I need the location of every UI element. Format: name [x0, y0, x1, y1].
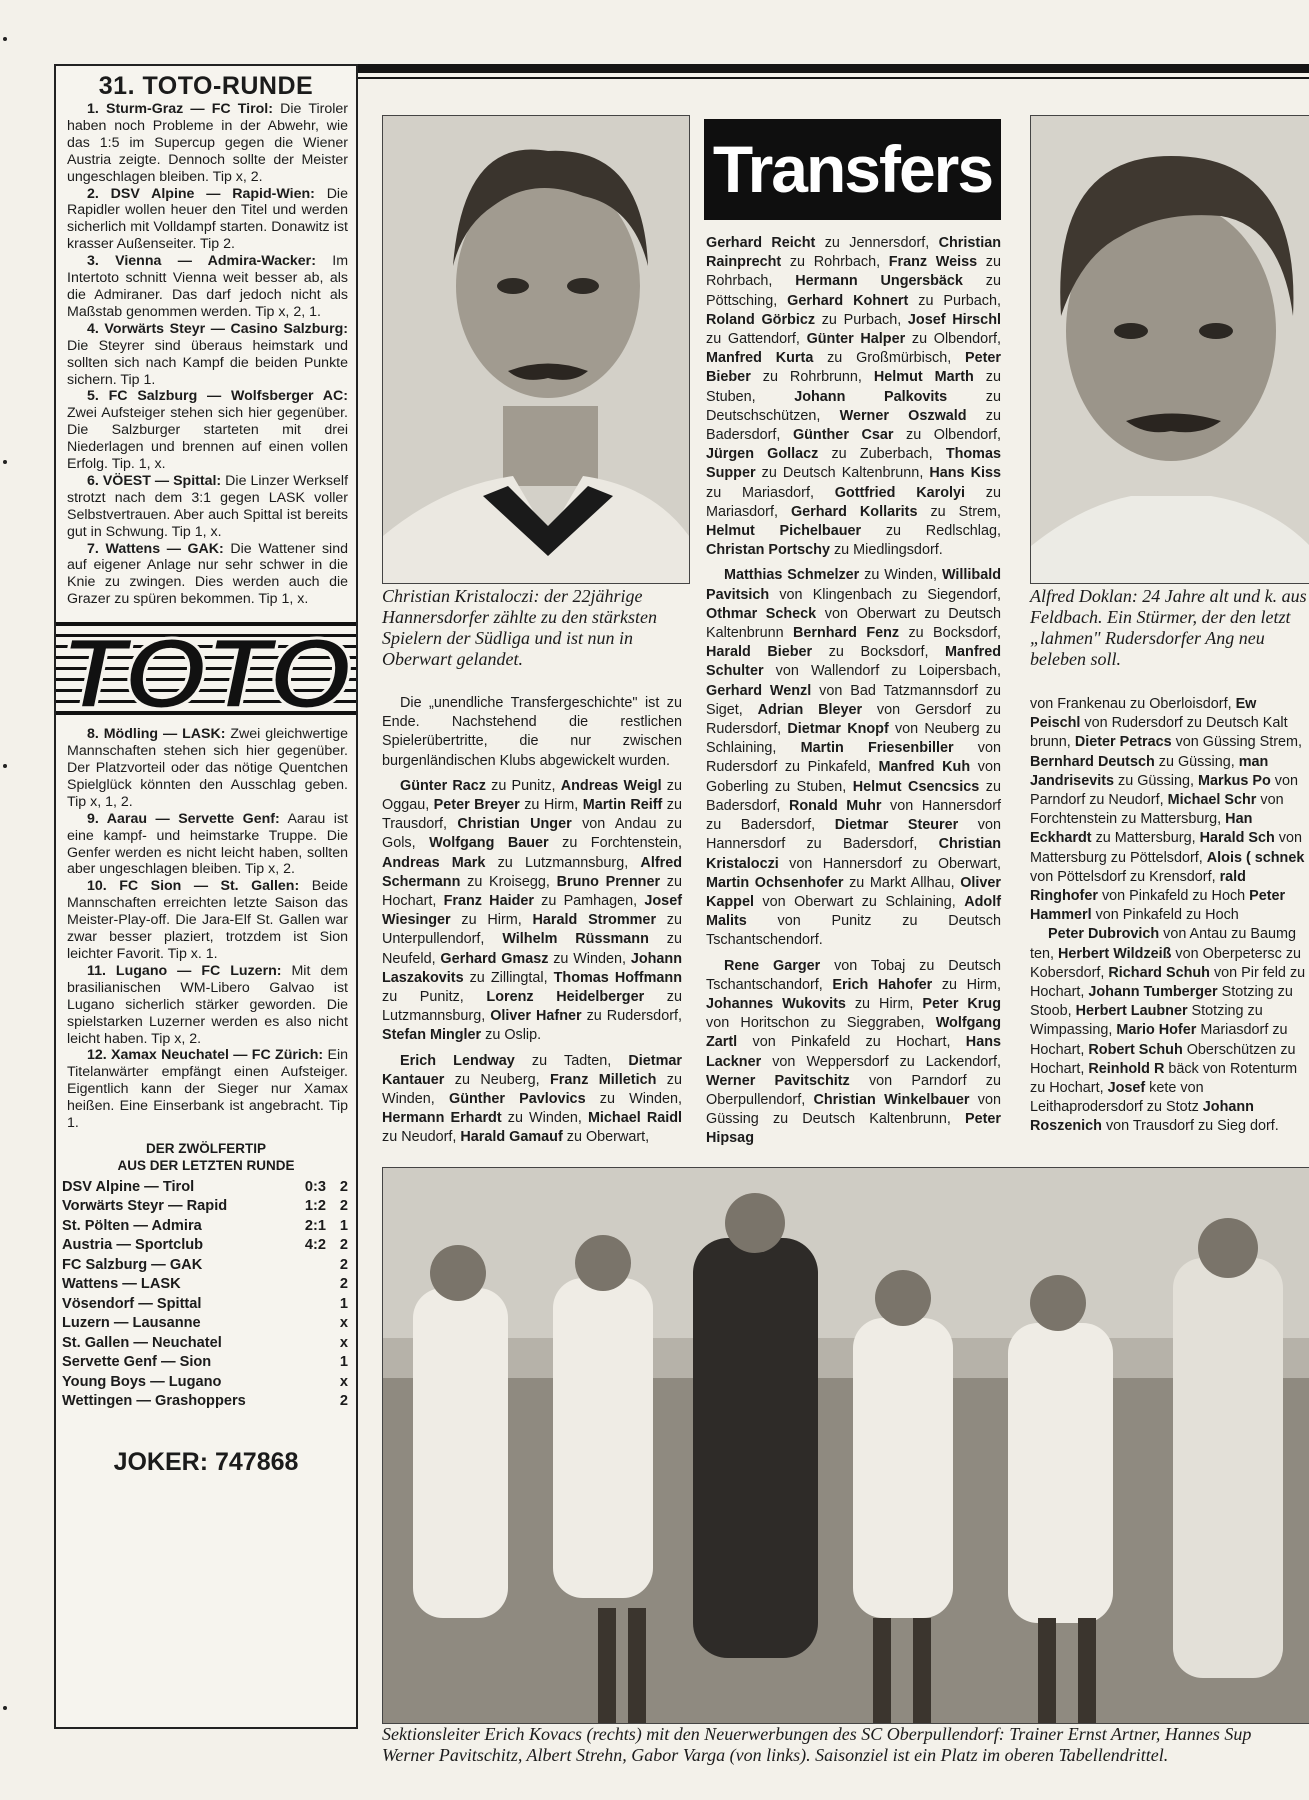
player-name: Hermann Erhardt — [382, 1110, 502, 1127]
zwoelfertip-row — [56, 1217, 356, 1237]
team-caption-line-1: Sektionsleiter Erich Kovacs (rechts) mit den Neuerwerbungen des SC Oberpullendorf: Trainer Ernst Artner, Hannes Sup — [382, 1724, 1252, 1744]
toto-game-text: Ein Titelanwärter empfängt einen Aufsteiger. Eigentlich kann der Sieger nur Xamax heißen. Eine Einserbank ist angebracht. Tip 1. — [67, 1047, 348, 1132]
zwoelfertip-score — [284, 1392, 326, 1412]
zwoelfertip-heading — [56, 1140, 356, 1174]
toto-game — [67, 963, 348, 1048]
toto-game-text: Die Steyrer sind überaus heimstark und sollten sich nach Kampf die beiden Punkte sichern. Tip 1. — [67, 337, 348, 388]
player-name: Hermann Ungersbäck — [795, 273, 963, 290]
player-name: Martin Reiff — [582, 797, 663, 814]
toto-game-text: Aarau ist eine kampf- und heimstarke Truppe. Die Genfer werden es nicht leicht haben, sollten aber ungeschlagen bleiben. Tip x, 2. — [67, 810, 348, 878]
toto-games-top — [56, 101, 356, 608]
player-name: Martin Friesenbiller — [800, 740, 954, 757]
player-name: Harald Bieber — [706, 644, 813, 661]
zwoelfertip-row — [56, 1197, 356, 1217]
player-name: Dietmar Kantauer — [382, 1052, 682, 1088]
toto-game-label: 8. Mödling — LASK: — [87, 726, 226, 743]
toto-logo-text: TOTO — [61, 618, 351, 721]
player-name: Stefan Mingler — [382, 1027, 482, 1044]
team-photo — [382, 1167, 1309, 1724]
joker-number: JOKER: 747868 — [113, 1447, 299, 1476]
player-name: rald Ringhofer — [1030, 868, 1246, 905]
player-name: Harald Gamauf — [460, 1129, 563, 1146]
player-name: Markus Po — [1197, 772, 1271, 789]
zwoelfertip-title-1: DER ZWÖLFERTIP — [146, 1140, 266, 1156]
toto-game-label: 6. VÖEST — Spittal: — [87, 472, 222, 489]
player-name: Alois ( — [1206, 849, 1251, 866]
zwoelfertip-row — [56, 1334, 356, 1354]
zwoelfertip-match: Vösendorf — Spittal — [62, 1295, 202, 1312]
zwoelfertip-match: Wattens — LASK — [62, 1276, 181, 1293]
caption-kristaloczi: Christian Kristaloczi: der 22jährige Hannersdorfer zählte zu den stärksten Spielern der Südliga und ist nun in Oberwart gelandet. — [382, 586, 657, 669]
toto-game-text: Zwei Aufsteiger stehen sich hier gegenüber. Die Salzburger starteten mit drei Niederlagen und brennen auf einen vollen Erfolg. Tip. 1, x. — [67, 405, 348, 473]
player-name: Eckhardt — [1030, 830, 1092, 847]
player-name: Mario Hofer — [1116, 1022, 1197, 1039]
toto-game-text: Im Intertoto schnitt Vienna weit besser ab, als die Admiraner. Das darf jedoch nicht als Maßstab genommen werden. Tip x, 2, 1. — [67, 253, 349, 320]
player-name: Peter Breyer — [433, 797, 520, 814]
player-name: Hans Lackner — [706, 1034, 1001, 1070]
player-name: Peter Bieber — [706, 350, 1001, 386]
toto-logo — [56, 616, 356, 720]
player-name: Erich Hahofer — [832, 976, 933, 993]
player-name: Oliver Hafner — [490, 1008, 582, 1025]
player-name: Johann Tumberger — [1088, 984, 1218, 1001]
toto-game-text: Die Wattener sind auf eigener Anlage nur sehr schwer in die Knie zu zwingen. Dies werden auch die Grazer zu spüren bekommen. Tip 1, x. — [67, 540, 348, 608]
player-name: Gerhard Reicht — [706, 235, 816, 251]
player-name: Ew — [1235, 696, 1257, 712]
transfer-column-2 — [706, 234, 1001, 1149]
toto-column — [54, 64, 358, 1729]
player-name: Peter Dubrovich — [1048, 926, 1160, 943]
toto-game-text: Die Tiroler haben noch Probleme in der Abwehr, wie das 1:5 im Supercup gegen die Wiener Austria zeigte. Dennoch sollte der Meister ungeschlagen bleiben. Tip x, 2. — [67, 101, 348, 185]
transfer-column-3 — [1030, 695, 1309, 1137]
player-name: Othmar Scheck — [706, 605, 817, 622]
team-photo-graphic — [383, 1168, 1309, 1723]
zwoelfertip-match: Vorwärts Steyr — Rapid — [62, 1198, 228, 1215]
zwoelfertip-score: 4:2 — [304, 1237, 326, 1254]
player-name: Peischl — [1030, 715, 1081, 732]
player-name: Wolfgang Zartl — [706, 1015, 1001, 1051]
team-caption — [382, 1724, 1309, 1766]
player-name: Johann Palkovits — [794, 388, 948, 405]
portrait-graphic — [1031, 116, 1309, 583]
zwoelfertip-match: FC Salzburg — GAK — [62, 1256, 203, 1273]
toto-game — [67, 878, 348, 963]
player-name: Gerhard Kohnert — [787, 292, 909, 309]
toto-game-label: 3. Vienna — Admira-Wacker: — [87, 253, 316, 270]
player-name: Manfred Schulter — [706, 644, 1002, 680]
toto-game-label: 12. Xamax Neuchatel — FC Zürich: — [87, 1047, 324, 1064]
toto-game-label: 10. FC Sion — St. Gallen: — [87, 878, 300, 895]
zwoelfertip-tip: 1 — [339, 1217, 348, 1234]
player-name: Dietmar Knopf — [787, 721, 889, 738]
player-name: schnek — [1254, 849, 1305, 866]
player-name: Gerhard Wenzl — [706, 682, 812, 699]
player-name: Bruno Prenner — [556, 873, 661, 890]
zwoelfertip-row — [56, 1236, 356, 1256]
player-name: Helmut Marth — [873, 369, 974, 386]
zwoelfertip-match: Young Boys — Lugano — [62, 1373, 222, 1390]
transfer-paragraph: Peter Dubrovich von Antau zu Baumg ten, Herbert Wildzeiß von Oberpetersc zu Kobersdorf, Richard Schuh von Pir feld zu Hochart, Johann Tumberger Stotzing zu Stoob, Herbert Laubner Stotzing zu Wimpassing, Mario Hofer Mariasdorf zu Hochart, Robert Schuh Oberschützen zu Hochart, Reinhold R bäck von Rotenturm zu Hochart, Josef kete von Leithaprodersdorf zu Stotz Johann Roszenich von Trausdorf zu Sieg dorf. — [1030, 926, 1306, 1135]
player-name: Lorenz Heidelberger — [486, 989, 645, 1006]
toto-game-text: Mit dem brasilianischen WM-Libero Galvao ist Lugano sicherlich stärker geworden. Die spielstarken Luzerner werden es also nicht leicht haben. Tip x, 2. — [67, 962, 348, 1047]
zwoelfertip-row — [56, 1275, 356, 1295]
zwoelfertip-match: St. Gallen — Neuchatel — [62, 1334, 222, 1351]
player-name: Helmut Csencsics — [852, 778, 980, 795]
player-name: Herbert Laubner — [1075, 1003, 1188, 1020]
player-name: Adrian Bleyer — [757, 701, 863, 718]
player-name: Andreas Mark — [382, 854, 486, 871]
player-name: Reinhold R — [1088, 1060, 1165, 1077]
toto-game-text: Die Linzer Werkself strotzt nach dem 3:1 gegen LASK voller Selbstvertrauen. Aber auch Spittal ist bereits gut in Schwung. Tip 1, x. — [67, 472, 349, 540]
toto-game — [67, 473, 348, 541]
toto-game-text: Beide Mannschaften erreichten letzte Saison das Meister-Play-off. Die Jara-Elf St. Gallen war zwar besser plaziert, trotzdem ist Sion leichter Favorit. Tip x. 1. — [67, 878, 348, 962]
player-name: Christian Winkelbauer — [813, 1091, 970, 1108]
toto-game — [67, 1047, 348, 1132]
player-name: Christan Portschy — [706, 542, 830, 559]
player-name: Bernhard Deutsch — [1030, 753, 1155, 770]
player-name: Gerhard Gmasz — [440, 950, 549, 967]
toto-game — [67, 541, 348, 609]
zwoelfertip-score — [284, 1373, 326, 1393]
player-name: Martin Ochsenhofer — [706, 874, 844, 891]
player-name: Manfred Kuh — [878, 759, 971, 776]
player-name: Christian Rainprecht — [706, 235, 1001, 271]
player-name: Willibald Pavitsich — [706, 567, 1001, 603]
portrait-doklan — [1030, 115, 1309, 584]
player-name: Michael Schr — [1167, 792, 1257, 809]
toto-logo-graphic — [56, 616, 356, 720]
player-name: Dietmar Steurer — [834, 817, 959, 834]
player-name: Roland Görbicz — [706, 311, 816, 328]
transfer-column-1 — [382, 694, 682, 1148]
caption-doklan: Alfred Doklan: 24 Jahre alt und k. aus Feldbach. Ein Stürmer, der den letzt „lahmen" Rudersdorfer Ang neu beleben soll. — [1030, 586, 1307, 669]
zwoelfertip-score — [284, 1353, 326, 1373]
player-name: Dieter Petracs — [1074, 734, 1172, 751]
player-name: Michael Raidl — [587, 1110, 682, 1127]
zwoelfertip-row — [56, 1295, 356, 1315]
player-name: Adolf Malits — [706, 893, 1001, 930]
margin-mark — [3, 460, 7, 464]
player-name: Oliver Kappel — [706, 874, 1002, 910]
zwoelfertip-match: DSV Alpine — Tirol — [62, 1178, 195, 1195]
toto-game — [67, 321, 348, 389]
transfer-paragraph: Matthias Schmelzer zu Winden, Willibald Pavitsich von Klingenbach zu Siegendorf, Othmar Scheck von Oberwart zu Deutsch Kaltenbrunn Bernhard Fenz zu Bocksdorf, Harald Bieber zu Bocksdorf, Manfred Schulter von Wallendorf zu Loipersbach, Gerhard Wenzl von Bad Tatzmannsdorf zu Siget, Adrian Bleyer von Gersdorf zu Rudersdorf, Dietmar Knopf von Neuberg zu Schlaining, Martin Friesenbiller von Rudersdorf zu Pinkafeld, Manfred Kuh von Goberling zu Stuben, Helmut Csencsics zu Badersdorf, Ronald Muhr von Hannersdorf zu Badersdorf, Dietmar Steurer von Hannersdorf zu Badersdorf, Christian Kristaloczi von Hannersdorf zu Oberwart, Martin Ochsenhofer zu Markt Allhau, Oliver Kappel von Oberwart zu Schlaining, Adolf Malits von Punitz zu Deutsch Tschantschendorf. — [706, 567, 1002, 949]
toto-game-label: 9. Aarau — Servette Genf: — [87, 810, 280, 827]
player-name: Matthias Schmelzer — [724, 567, 860, 584]
player-name: Franz Weiss — [888, 254, 978, 271]
margin-mark — [3, 1706, 7, 1710]
toto-game — [67, 186, 348, 254]
zwoelfertip-score — [284, 1295, 326, 1315]
player-name: Günther Csar — [792, 427, 894, 444]
player-name: Franz Haider — [443, 893, 534, 910]
toto-game — [67, 726, 348, 811]
top-rule — [358, 64, 1309, 73]
toto-game-label: 2. DSV Alpine — Rapid-Wien: — [87, 185, 315, 202]
zwoelfertip-score — [284, 1256, 326, 1276]
player-name: Johann Laszakovits — [382, 950, 682, 986]
zwoelfertip-tip: x — [339, 1315, 348, 1332]
zwoelfertip-score — [284, 1275, 326, 1295]
player-name: Han — [1225, 811, 1253, 828]
zwoelfertip-score: 0:3 — [304, 1178, 326, 1195]
player-name: Franz Milletich — [550, 1071, 657, 1088]
zwoelfertip-tip: 2 — [339, 1393, 348, 1410]
player-name: Hans Kiss — [929, 465, 1001, 482]
margin-mark — [3, 764, 7, 768]
zwoelfertip-row — [56, 1178, 356, 1198]
player-name: Werner Oszwald — [839, 407, 967, 424]
player-name: Robert Schuh — [1088, 1041, 1183, 1058]
player-name: Manfred Kurta — [706, 350, 814, 367]
toto-game — [67, 101, 348, 186]
player-name: Johannes Wukovits — [706, 995, 846, 1012]
zwoelfertip-match: Luzern — Lausanne — [62, 1315, 201, 1332]
player-name: Josef Hirschl — [907, 311, 1001, 328]
toto-game-text: Zwei gleichwertige Mannschaften stehen sich hier gegenüber. Der Platzvorteil oder das nötige Quentchen Spielglück könnten den Ausschlag geben. Tip x, 1, 2. — [67, 726, 349, 810]
player-name: Christian Kristaloczi — [706, 836, 1001, 872]
player-name: Günter Halper — [806, 331, 906, 348]
player-name: Alfred Schermann — [382, 854, 682, 890]
zwoelfertip-score — [284, 1314, 326, 1334]
player-name: Günther Pavlovics — [449, 1091, 586, 1108]
zwoelfertip-match: Servette Genf — Sion — [62, 1354, 212, 1371]
zwoelfertip-row — [56, 1314, 356, 1334]
transfer-paragraph: Rene Garger von Tobaj zu Deutsch Tschantschandorf, Erich Hahofer zu Hirm, Johannes Wukovits zu Hirm, Peter Krug von Horitschon zu Sieggraben, Wolfgang Zartl von Pinkafeld zu Hochart, Hans Lackner von Weppersdorf zu Lackendorf, Werner Pavitschitz von Parndorf zu Oberpullendorf, Christian Winkelbauer von Güssing zu Deutsch Kaltenbrunn, Peter Hipsag — [706, 957, 1002, 1147]
zwoelfertip-tip: 2 — [339, 1178, 348, 1195]
player-name: Thomas Hoffmann — [553, 969, 682, 986]
player-name: Ronald Muhr — [788, 797, 882, 814]
zwoelfertip-match: St. Pölten — Admira — [62, 1217, 202, 1234]
toto-game-label: 7. Wattens — GAK: — [87, 540, 224, 557]
transfer-paragraph: Die „unendliche Transfergeschichte" ist zu Ende. Nachstehend die restlichen Spielerübertritte, die nur zwischen burgenländischen Klubs abgewickelt wurden. — [382, 695, 682, 769]
zwoelfertip-row — [56, 1392, 356, 1412]
zwoelfertip-row — [56, 1256, 356, 1276]
zwoelfertip-title-2: AUS DER LETZTEN RUNDE — [117, 1157, 295, 1173]
zwoelfertip-table — [56, 1178, 356, 1412]
zwoelfertip-match: Austria — Sportclub — [62, 1237, 204, 1254]
zwoelfertip-tip: x — [339, 1334, 348, 1351]
player-name: Harald Sch — [1199, 830, 1275, 847]
player-name: Wolfgang Bauer — [429, 835, 549, 852]
toto-game-label: 11. Lugano — FC Luzern: — [87, 962, 282, 979]
player-name: Josef — [1107, 1080, 1146, 1097]
zwoelfertip-tip: 2 — [339, 1198, 348, 1215]
toto-game-label: 5. FC Salzburg — Wolfsberger AC: — [87, 388, 348, 405]
portrait-kristaloczi — [382, 115, 690, 584]
player-name: Thomas Supper — [706, 446, 1001, 482]
toto-game-text: Die Rapidler wollen heuer den Titel und werden sicherlich mit Volldampf starten. Donawitz ist krasser Außenseiter. Tip 2. — [67, 185, 348, 253]
player-name: Harald Strommer — [532, 912, 657, 929]
player-name: Wilhelm Rüssmann — [502, 931, 649, 948]
zwoelfertip-tip: 2 — [339, 1276, 348, 1293]
player-name: man Jandrisevits — [1030, 753, 1269, 789]
player-name: Erich Lendway — [400, 1052, 515, 1069]
margin-mark — [3, 37, 7, 41]
team-caption-line-2: Werner Pavitschitz, Albert Strehn, Gabor Varga (von links). Saisonziel ist ein Platz im oberen Tabellendrittel. — [382, 1745, 1169, 1765]
player-name: Rene Garger — [724, 957, 821, 974]
player-name: Werner Pavitschitz — [706, 1072, 850, 1089]
zwoelfertip-row — [56, 1373, 356, 1393]
zwoelfertip-tip: 1 — [339, 1354, 348, 1371]
player-name: Günter Racz — [400, 777, 486, 794]
player-name: Gerhard Kollarits — [790, 503, 918, 520]
zwoelfertip-tip: x — [339, 1373, 348, 1390]
transfer-paragraph: von Frankenau zu Oberloisdorf, Ew Peischl von Rudersdorf zu Deutsch Kalt brunn, Dieter Petracs von Güssing Strem, Bernhard Deutsch zu Güssing, man Jandrisevits zu Güssing, Markus Po von Parndorf zu Neudorf, Michael Schr von Forchtenstein zu Mattersburg, Han Eckhardt zu Mattersburg, Harald Sch von Mattersburg zu Pöttelsdorf, Alois ( schnek von Pöttelsdorf zu Krensdorf, rald Ringhofer von Pinkafeld zu Hoch Peter Hammerl von Pinkafeld zu Hoch — [1030, 696, 1305, 924]
zwoelfertip-tip: 1 — [339, 1295, 348, 1312]
player-name: Gottfried Karolyi — [834, 484, 966, 501]
player-name: Andreas Weigl — [560, 777, 662, 794]
transfer-paragraph: Erich Lendway zu Tadten, Dietmar Kantauer zu Neuberg, Franz Milletich zu Winden, Günther Pavlovics zu Winden, Hermann Erhardt zu Winden, Michael Raidl zu Neudorf, Harald Gamauf zu Oberwart, — [382, 1052, 682, 1146]
player-name: Helmut Pichelbauer — [706, 523, 862, 540]
toto-game-label: 4. Vorwärts Steyr — Casino Salzburg: — [87, 320, 348, 337]
zwoelfertip-tip: 2 — [339, 1237, 348, 1254]
toto-games-bottom — [56, 726, 356, 1132]
portrait-graphic — [383, 116, 689, 583]
transfers-heading: Transfers — [704, 119, 1001, 220]
player-name: Josef Wiesinger — [382, 893, 682, 929]
top-rule-thin — [358, 77, 1309, 79]
zwoelfertip-score: 1:2 — [304, 1198, 326, 1215]
toto-game — [67, 253, 348, 321]
player-name: Herbert Wildzeiß — [1058, 945, 1172, 962]
zwoelfertip-row — [56, 1353, 356, 1373]
player-name: Christian Unger — [457, 816, 572, 833]
player-name: Peter Hammerl — [1030, 888, 1286, 924]
toto-game-label: 1. Sturm-Graz — FC Tirol: — [87, 101, 273, 117]
player-name: Peter Hipsag — [706, 1111, 1001, 1147]
player-name: Richard Schuh — [1108, 964, 1210, 981]
toto-title: 31. TOTO-RUNDE — [98, 72, 314, 100]
zwoelfertip-match: Wettingen — Grashoppers — [62, 1393, 246, 1410]
player-name: Johann Roszenich — [1030, 1099, 1254, 1135]
player-name: Peter Krug — [922, 995, 1001, 1012]
zwoelfertip-tip: 2 — [339, 1256, 348, 1273]
player-name: Bernhard Fenz — [792, 625, 900, 642]
transfer-paragraph: Günter Racz zu Punitz, Andreas Weigl zu Oggau, Peter Breyer zu Hirm, Martin Reiff zu Trausdorf, Christian Unger von Andau zu Gols, Wolfgang Bauer zu Forchtenstein, Andreas Mark zu Lutzmannsburg, Alfred Schermann zu Kroisegg, Bruno Prenner zu Hochart, Franz Haider zu Pamhagen, Josef Wiesinger zu Hirm, Harald Strommer zu Unterpullendorf, Wilhelm Rüssmann zu Neufeld, Gerhard Gmasz zu Winden, Johann Laszakovits zu Zillingtal, Thomas Hoffmann zu Punitz, Lorenz Heidelberger zu Lutzmannsburg, Oliver Hafner zu Rudersdorf, Stefan Mingler zu Oslip. — [382, 777, 683, 1044]
zwoelfertip-score — [284, 1334, 326, 1354]
zwoelfertip-score: 2:1 — [304, 1217, 326, 1234]
transfer-paragraph: Gerhard Reicht zu Jennersdorf, Christian Rainprecht zu Rohrbach, Franz Weiss zu Rohrbach, Hermann Ungersbäck zu Pöttsching, Gerhard Kohnert zu Purbach, Roland Görbicz zu Purbach, Josef Hirschl zu Gattendorf, Günter Halper zu Olbendorf, Manfred Kurta zu Großmürbisch, Peter Bieber zu Rohrbrunn, Helmut Marth zu Stuben, Johann Palkovits zu Deutschschützen, Werner Oszwald zu Badersdorf, Günther Csar zu Olbendorf, Jürgen Gollacz zu Zuberbach, Thomas Supper zu Deutsch Kaltenbrunn, Hans Kiss zu Mariasdorf, Gottfried Karolyi zu Mariasdorf, Gerhard Kollarits zu Strem, Helmut Pichelbauer zu Redlschlag, Christan Portschy zu Miedlingsdorf. — [706, 235, 1002, 559]
toto-game — [67, 811, 348, 879]
player-name: Jürgen Gollacz — [706, 446, 819, 463]
toto-game — [67, 388, 348, 473]
